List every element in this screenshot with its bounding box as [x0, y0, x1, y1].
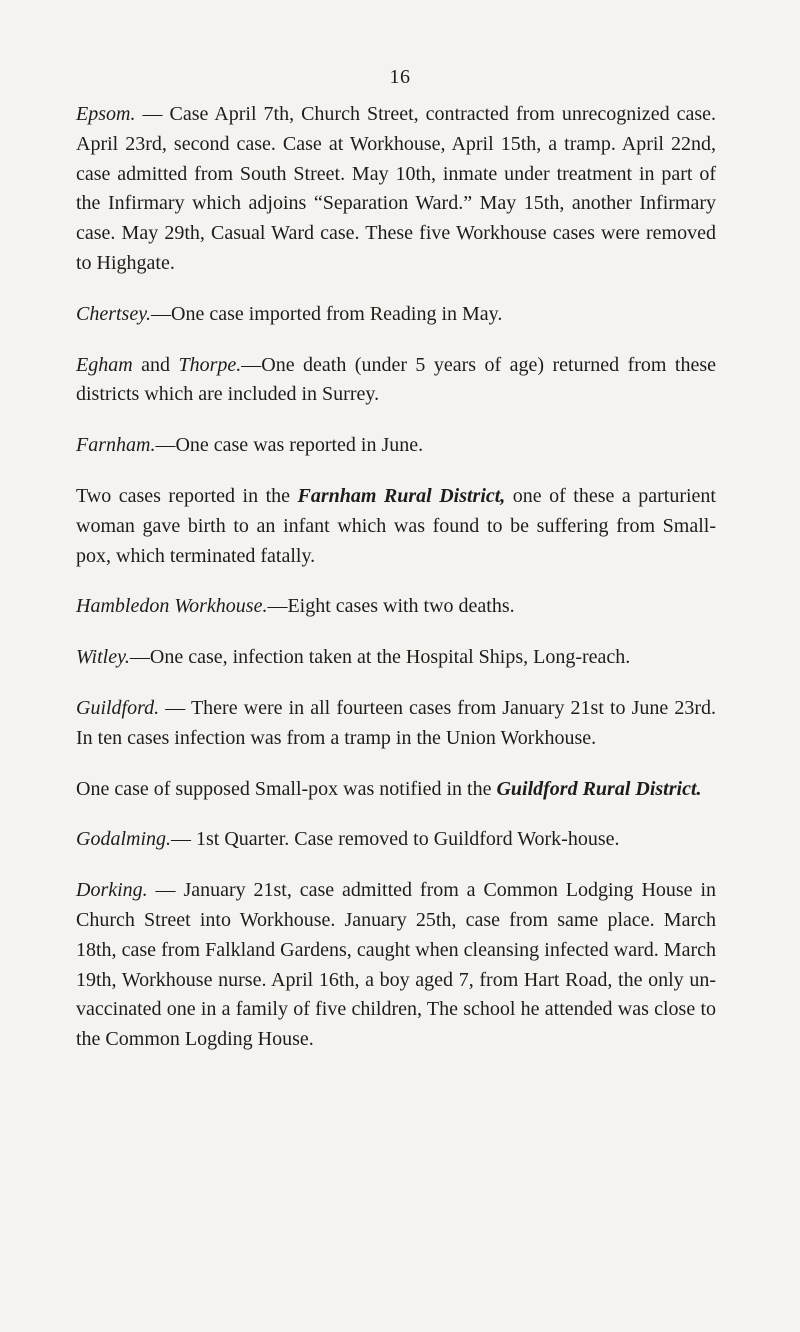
paragraph-godalming	[76, 825, 716, 855]
paragraph-text: —One death (under 5 years of age) returned from these districts which are included in Surrey.	[76, 353, 716, 406]
paragraph-egham-thorpe	[76, 351, 716, 411]
place-name: Chertsey.	[76, 302, 151, 325]
paragraph-text: — January 21st, case admitted from a Common Lodging House in Church Street into Workhouse. January 25th, case from same place. March 18th, case from Falkland Gardens, caught when cleansing infected ward. March 19th, Workhouse nurse. April 16th, a boy aged 7, from Hart Road, the only un-vaccinated one in a family of five children, The school he attended was close to the Common Logding House.	[76, 879, 716, 1051]
rural-district-name: Farnham Rural District,	[297, 484, 506, 507]
place-name-second: Thorpe.	[178, 353, 242, 376]
place-name: Guildford.	[76, 696, 160, 719]
place-name: Dorking.	[76, 879, 148, 902]
paragraph-text: —One case, infection taken at the Hospital Ships, Long-reach.	[129, 646, 631, 669]
place-name: Godalming.	[76, 828, 171, 851]
paragraph-text: one of these a parturient woman gave birth to an infant which was found to be suffering from Small-pox, which terminated fatally.	[76, 484, 716, 567]
paragraph-text: —Eight cases with two deaths.	[267, 595, 515, 618]
paragraph-text: — There were in all fourteen cases from January 21st to June 23rd. In ten cases infection was from a tramp in the Union Workhouse.	[76, 696, 716, 749]
page-number: 16	[389, 66, 411, 88]
paragraph-guildford-rural	[76, 775, 716, 805]
place-name: Farnham.	[76, 434, 156, 457]
paragraph-farnham	[76, 431, 716, 461]
paragraph-guildford	[76, 694, 716, 754]
place-name: Witley.	[76, 646, 130, 669]
paragraph-witley	[76, 643, 716, 673]
paragraph-text: — 1st Quarter. Case removed to Guildford Work-house.	[171, 828, 620, 851]
place-name: Egham	[76, 353, 133, 376]
paragraph-text: — Case April 7th, Church Street, contracted from unrecognized case. April 23rd, second case. Case at Workhouse, April 15th, a tramp. April 22nd, case admitted from South Street. May 10th, inmate under treatment in part of the Infirmary which adjoins “Separation Ward.” May 15th, another Infirmary case. May 29th, Casual Ward case. These five Workhouse cases were removed to Highgate.	[76, 103, 716, 274]
paragraph-lead-text: Two cases reported in the	[76, 484, 298, 507]
paragraph-farnham-rural	[76, 482, 716, 571]
paragraph-hambledon	[76, 592, 716, 622]
paragraph-text: —One case imported from Reading in May.	[151, 302, 503, 325]
paragraph-text: —One case was reported in June.	[155, 434, 424, 457]
place-name: Hambledon Workhouse.	[76, 595, 268, 618]
paragraph-chertsey	[76, 300, 716, 330]
rural-district-name: Guildford Rural District.	[496, 777, 702, 800]
place-name: Epsom.	[76, 103, 136, 125]
paragraph-epsom	[76, 100, 716, 279]
connector-text: and	[132, 353, 179, 376]
paragraph-dorking	[76, 876, 716, 1055]
paragraph-lead-text: One case of supposed Small-pox was notified in the	[76, 777, 497, 800]
